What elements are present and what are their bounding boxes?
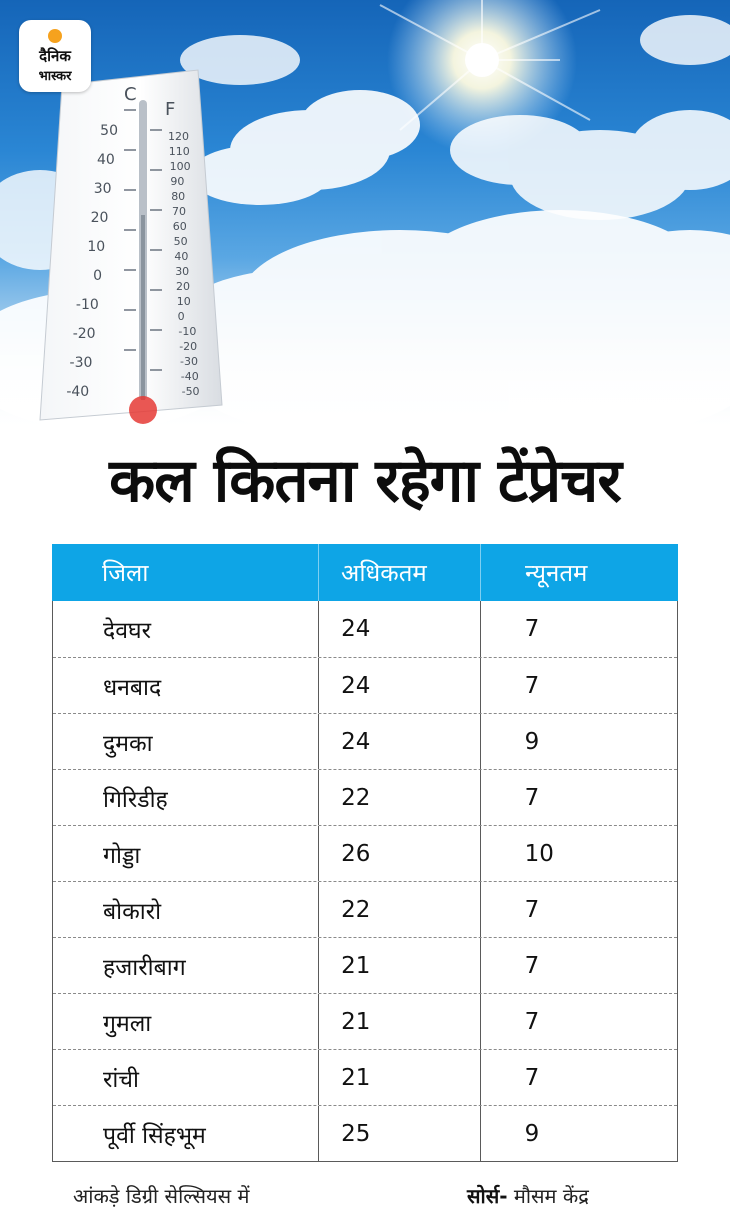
units-note: आंकड़े डिग्री सेल्सियस में [73, 1184, 250, 1208]
celsius-tick-label: 0 [93, 268, 102, 284]
max-temp-cell: 22 [318, 770, 479, 825]
temperature-table [52, 544, 678, 1162]
max-temp-cell: 21 [318, 1050, 479, 1105]
district-cell: देवघर [103, 618, 152, 644]
min-temp-cell: 7 [480, 994, 677, 1049]
table-header [52, 544, 678, 601]
fahrenheit-tick-label: 40 [174, 250, 189, 263]
table-row [53, 769, 677, 825]
celsius-tick-label: -30 [69, 355, 93, 371]
hero-image [0, 0, 730, 430]
celsius-tick-label: 10 [87, 239, 106, 255]
logo-line-2: भास्कर [38, 69, 72, 84]
fahrenheit-tick-label: 30 [175, 265, 190, 278]
celsius-label: C [124, 84, 137, 105]
table-row [53, 993, 677, 1049]
max-temp-cell: 24 [318, 601, 479, 657]
page-title: कल कितना रहेगा टेंप्रेचर [109, 446, 621, 516]
fahrenheit-label: F [165, 99, 176, 120]
source-credit [467, 1182, 589, 1209]
fahrenheit-tick-label: 110 [168, 145, 190, 158]
fahrenheit-tick-label: -20 [179, 340, 198, 353]
fahrenheit-tick-label: 0 [177, 310, 185, 323]
celsius-tick-label: 20 [90, 210, 109, 226]
celsius-tick-label: 30 [93, 181, 112, 197]
table-row [53, 937, 677, 993]
fahrenheit-tick-label: 50 [173, 235, 188, 248]
district-cell: दुमका [103, 730, 153, 757]
min-temp-cell: 7 [480, 882, 677, 937]
fahrenheit-tick-label: 80 [171, 190, 186, 203]
max-temp-cell: 24 [318, 714, 479, 769]
district-cell: गिरिडीह [103, 786, 168, 813]
min-temp-cell: 10 [480, 826, 677, 881]
celsius-tick-label: -10 [75, 297, 99, 313]
table-body [52, 601, 678, 1162]
brand-logo [19, 20, 91, 92]
table-row [53, 881, 677, 937]
table-row [53, 1049, 677, 1105]
fahrenheit-tick-label: -50 [181, 385, 200, 398]
thermometer-icon [40, 70, 222, 424]
celsius-tick-label: -20 [72, 326, 96, 342]
min-temp-cell: 7 [480, 658, 677, 713]
logo-sun-dot [48, 29, 62, 43]
fahrenheit-tick-label: 100 [169, 160, 191, 173]
fahrenheit-tick-label: -40 [180, 370, 199, 383]
celsius-tick-label: -40 [66, 384, 90, 400]
district-cell: धनबाद [103, 674, 162, 701]
header-district: जिला [102, 559, 149, 587]
district-cell: गोड्डा [103, 842, 141, 869]
min-temp-cell: 9 [480, 1106, 677, 1161]
max-temp-cell: 25 [318, 1106, 479, 1161]
fahrenheit-tick-label: 120 [168, 130, 189, 143]
district-cell: पूर्वी सिंहभूम [103, 1122, 206, 1149]
fahrenheit-tick-label: 90 [170, 175, 185, 188]
max-temp-cell: 26 [318, 826, 479, 881]
table-row [53, 825, 677, 881]
fahrenheit-tick-label: 20 [176, 280, 190, 293]
celsius-tick-label: 40 [96, 152, 115, 168]
table-row [53, 1105, 677, 1161]
header-min: न्यूनतम [480, 544, 678, 601]
max-temp-cell: 24 [318, 658, 479, 713]
fahrenheit-tick-label: 60 [172, 220, 187, 233]
source-label: सोर्स- [467, 1184, 508, 1208]
table-row [53, 713, 677, 769]
fahrenheit-tick-label: -30 [180, 355, 198, 368]
fahrenheit-tick-label: 10 [176, 295, 191, 308]
min-temp-cell: 7 [480, 601, 677, 657]
min-temp-cell: 7 [480, 1050, 677, 1105]
sky-illustration [0, 0, 730, 430]
table-row [53, 657, 677, 713]
logo-line-1: दैनिक [39, 47, 71, 65]
source-value: मौसम केंद्र [507, 1184, 589, 1208]
min-temp-cell: 9 [480, 714, 677, 769]
max-temp-cell: 21 [318, 938, 479, 993]
fahrenheit-tick-label: 70 [172, 205, 186, 218]
district-cell: रांची [103, 1066, 139, 1093]
min-temp-cell: 7 [480, 938, 677, 993]
table-row [53, 601, 677, 657]
fahrenheit-tick-label: -10 [178, 325, 197, 338]
district-cell: हजारीबाग [103, 954, 186, 981]
max-temp-cell: 21 [318, 994, 479, 1049]
district-cell: बोकारो [103, 898, 162, 925]
celsius-tick-label: 50 [100, 123, 118, 139]
max-temp-cell: 22 [318, 882, 479, 937]
min-temp-cell: 7 [480, 770, 677, 825]
header-max: अधिकतम [318, 544, 480, 601]
district-cell: गुमला [103, 1010, 152, 1037]
